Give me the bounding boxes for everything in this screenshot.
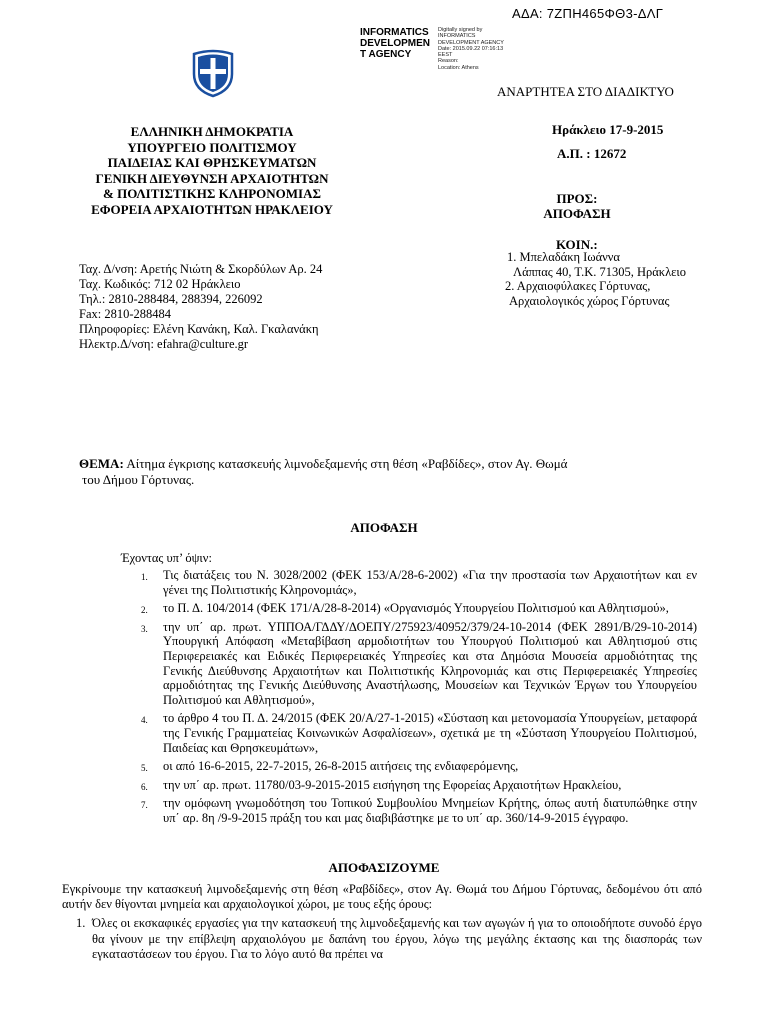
conditions-list	[62, 916, 702, 963]
list-item: 5. οι από 16-6-2015, 22-7-2015, 26-8-2015 αιτήσεις της ενδιαφερόμενης,	[141, 759, 519, 774]
cc-recipients: 1. Μπελαδάκη Ιωάννα Λάππας 40, Τ.Κ. 71305, Ηράκλειο 2. Αρχαιοφύλακες Γόρτυνας, Αρχαιολογικός χώρος Γόρτυνας	[505, 250, 687, 308]
recipient-to: ΠΡΟΣ: ΑΠΟΦΑΣΗ	[543, 191, 611, 221]
considerations-list	[135, 568, 697, 830]
list-item: 7. την ομόφωνη γνωμοδότηση του Τοπικού Συμβουλίου Μνημείων Κρήτης, όπως αυτή διατυπώθηκε στην υπ΄ αρ. 8η /9-9-2015 πράξη του και μας διαβιβάστηκε με το υπ΄ αρ. 360/14-9-2015 έγγραφο.	[141, 796, 697, 825]
subject-line	[79, 456, 709, 488]
decision-title: ΑΠΟΦΑΣΗ	[350, 520, 418, 535]
ada-code: ΑΔΑ: 7ΖΠΗ465ΦΘ3-ΔΛΓ	[512, 6, 664, 21]
subject-text: Αίτημα έγκρισης κατασκευής λιμνοδεξαμενής στη θέση «Ραβδίδες», στον Αγ. Θωμά	[123, 456, 568, 471]
approval-paragraph: Εγκρίνουμε την κατασκευή λιμνοδεξαμενής στη θέση «Ραβδίδες», στον Αγ. Θωμά του Δήμου Γόρτυνας, δεδομένου ότι από αυτήν δεν θίγονται μνημεία και αρχαιολογικοί χώροι, με τους εξής όρους:	[62, 882, 702, 911]
we-decide-title: ΑΠΟΦΑΣΙΖΟΥΜΕ	[328, 860, 440, 875]
signature-agency: INFORMATICS DEVELOPMEN T AGENCY	[360, 27, 431, 60]
subject-label: ΘΕΜΑ:	[79, 456, 124, 471]
list-item: 6. την υπ΄ αρ. πρωτ. 11780/03-9-2015-2015 εισήγηση της Εφορείας Αρχαιοτήτων Ηρακλείου,	[141, 777, 622, 792]
list-item: 1. Τις διατάξεις του Ν. 3028/2002 (ΦΕΚ 153/Α/28-6-2002) «Για την προστασία των Αρχαιοτήτων και εν γένει της Πολιτιστικής Κληρονομιάς»,	[141, 568, 697, 597]
list-item: 1. Όλες οι εκσκαφικές εργασίες για την κατασκευή της λιμνοδεξαμενής και των αγωγών ή για το οποιοδήποτε συνοδό έργο θα γίνουν με την επίβλεψη αρχαιολόγου με δαπάνη του έργου, λόγω της μεγάλης έκτασης και της διασποράς των εγκαταστάσεων του έργου. Για το λόγο αυτό θα πρέπει να	[76, 916, 702, 961]
issuing-authority-header: ΕΛΛΗΝΙΚΗ ΔΗΜΟΚΡΑΤΙΑ ΥΠΟΥΡΓΕΙΟ ΠΟΛΙΤΙΣΜΟΥ ΠΑΙΔΕΙΑΣ ΚΑΙ ΘΡΗΣΚΕΥΜΑΤΩΝ ΓΕΝΙΚΗ ΔΙΕΥΘΥΝΣΗ ΑΡΧΑΙΟΤΗΤΩΝ & ΠΟΛΙΤΙΣΤΙΚΗΣ ΚΛΗΡΟΝΟΜΙΑΣ ΕΦΟΡΕΙΑ ΑΡΧΑΙΟΤΗΤΩΝ ΗΡΑΚΛΕΙΟΥ	[91, 124, 333, 217]
digital-signature-block	[360, 27, 530, 73]
signature-details: Digitally signed by INFORMATICS DEVELOPMENT AGENCY Date: 2015.09.22 07:16:13 EEST Reason: Location: Athens	[438, 27, 504, 71]
subject-text-continued: του Δήμου Γόρτυνας.	[82, 472, 195, 487]
greek-emblem-icon	[188, 48, 238, 98]
list-item: 4. το άρθρο 4 του Π. Δ. 24/2015 (ΦΕΚ 20/Α/27-1-2015) «Σύσταση και μετονομασία Υπουργείων, μεταφορά της Γενικής Γραμματείας Κοινωνικών Ασφαλίσεων», σχετικά με τη «Σύσταση Υπουργείου Πολιτισμού, Παιδείας και Θρησκευμάτων»,	[141, 711, 697, 755]
cc-label: ΚΟΙΝ.:	[556, 237, 598, 252]
post-online-label: ΑΝΑΡΤΗΤΕΑ ΣΤΟ ΔΙΑΔΙΚΤΥΟ	[497, 84, 674, 99]
protocol-number: Α.Π. : 12672	[557, 146, 627, 161]
list-item: 2. το Π. Δ. 104/2014 (ΦΕΚ 171/Α/28-8-2014) «Οργανισμός Υπουργείου Πολιτισμού και Αθλητισμού»,	[141, 601, 669, 616]
list-item: 3. την υπ΄ αρ. πρωτ. ΥΠΠΟΑ/ΓΔΔΥ/ΔΟΕΠΥ/275923/40952/379/24-10-2014 (ΦΕΚ 2891/Β/29-10-2014) Υπουργική Απόφαση «Μεταβίβαση αρμοδιοτήτων του Υπουργού Πολιτισμού και Αθλητισμού στις Περιφερειακές και Ειδικές Περιφερειακές Υπηρεσίες και στα Δημόσια Μουσεία αρμοδιότητας της Γενικής Διεύθυνσης Αρχαιοτήτων και Πολιτιστικής Κληρονομιάς και στις Περιφερειακές Υπηρεσίες αρμοδιότητας της Γενικής Διεύθυνσης Αναστήλωσης, Μουσείων και Τεχνικών Έργων του Υπουργείου Πολιτισμού και Αθλητισμού»,	[141, 619, 697, 707]
considering-label: Έχοντας υπ’ όψιν:	[121, 551, 212, 565]
document-date: Ηράκλειο 17-9-2015	[552, 122, 664, 137]
contact-address: Ταχ. Δ/νση: Αρετής Νιώτη & Σκορδύλων Αρ. 24 Ταχ. Κωδικός: 712 02 Ηράκλειο Τηλ.: 2810-288484, 288394, 226092 Fax: 2810-288484 Πληροφορίες: Ελένη Κανάκη, Καλ. Γκαλανάκη Ηλεκτρ.Δ/νση: efahra@culture.gr	[79, 262, 323, 351]
